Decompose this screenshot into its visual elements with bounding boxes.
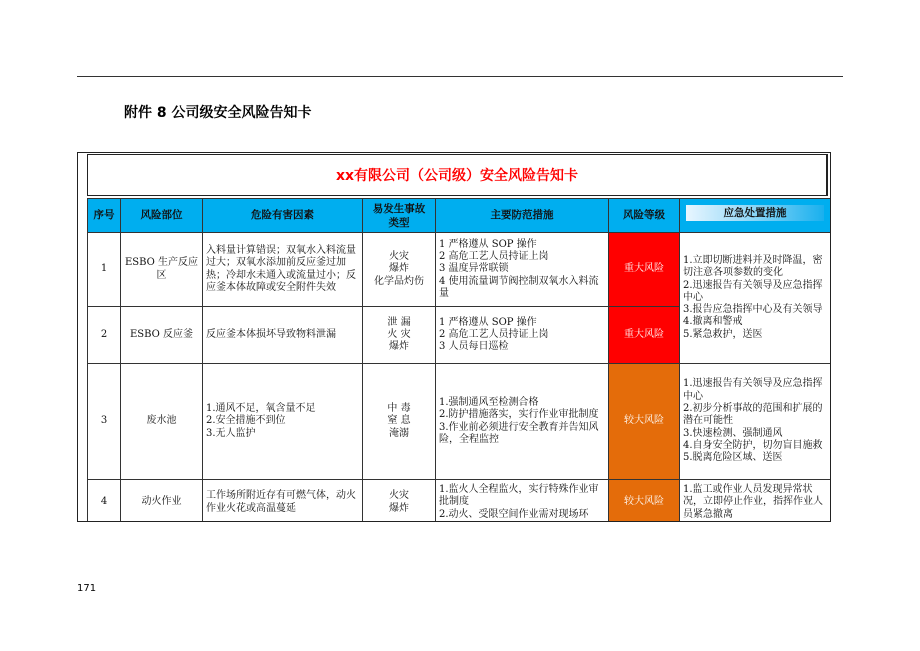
col-level: 风险等级 [609,199,680,233]
col-accident-label: 易发生事故类型 [372,202,426,229]
col-emergency-label: 应急处置措施 [686,205,824,221]
header-row [88,199,831,233]
row-emergency [680,364,831,480]
hazard-line: 3.无人监护 [206,427,256,439]
card-title: xx有限公司（公司级）安全风险告知卡 [87,154,828,196]
attachment-title: 附件 8 公司级安全风险告知卡 [124,105,312,121]
risk-table [87,198,831,522]
row-measures [436,364,609,480]
accident-line: 窒 息 [387,415,411,427]
col-measures: 主要防范措施 [436,199,609,233]
measure-line: 1.监火人全程监火，实行特殊作业审批制度 [439,484,599,508]
emergency-line: 1.迅速报告有关领导及应急指挥中心 [683,378,823,402]
measure-line: 1 严格遵从 SOP 操作 [439,238,537,250]
row-accident [363,480,436,523]
measure-line: 2 高危工艺人员持证上岗 [439,328,549,340]
row-location: ESBO 生产反应区 [121,233,203,307]
emergency-line: 2.初步分析事故的范围和扩展的潜在可能性 [683,403,823,427]
emergency-line: 1.立即切断进料并及时降温，密切注意各项参数的变化 [683,254,823,279]
measure-line: 3 人员每日巡检 [439,341,509,353]
emergency-line: 2.迅速报告有关领导及应急指挥中心 [683,279,823,303]
row-no: 2 [88,307,121,364]
measure-line: 2.防护措施落实，实行作业审批制度 [439,409,599,421]
row-accident [363,307,436,364]
col-no: 序号 [88,199,121,233]
table-row [88,233,831,307]
row-no: 4 [88,480,121,523]
risk-card [77,152,831,522]
row-measures [436,307,609,364]
row-emergency [680,233,831,364]
row-hazards: 入料量计算错误；双氧水入料流量过大；双氧水添加前反应釜过加热；冷却水未通入或流量过小；反应釜本体故障或安全附件失效 [203,233,363,307]
measure-line: 1 严格遵从 SOP 操作 [439,316,537,328]
row-measures [436,233,609,307]
row-no: 1 [88,233,121,307]
accident-line: 爆炸 [389,263,409,275]
top-rule [77,76,843,77]
hazard-line: 2.安全措施不到位 [206,415,286,427]
row-location: 动火作业 [121,480,203,523]
col-accident [363,199,436,233]
row-accident [363,233,436,307]
risk-level-badge: 较大风险 [609,364,680,480]
risk-level-badge: 重大风险 [609,307,680,364]
row-emergency: 1.监工或作业人员发现异常状况，立即停止作业，指挥作业人员紧急撤离 [680,480,831,523]
measure-line: 2 高危工艺人员持证上岗 [439,251,549,263]
accident-line: 中 毒 [387,403,411,415]
emergency-line: 5.紧急救护，送医 [683,328,763,340]
emergency-line: 4.撤离和警戒 [683,316,743,328]
table-row [88,364,831,480]
accident-line: 化学品灼伤 [374,275,424,287]
col-hazards: 危险有害因素 [203,199,363,233]
accident-line: 淹溺 [389,427,409,439]
accident-line: 爆炸 [389,341,409,353]
accident-line: 火 灾 [387,328,411,340]
risk-level-badge: 较大风险 [609,480,680,523]
risk-level-badge: 重大风险 [609,233,680,307]
row-measures [436,480,609,523]
row-accident [363,364,436,480]
measure-line: 3 温度异常联锁 [439,263,509,275]
table-row [88,480,831,523]
row-location: 废水池 [121,364,203,480]
measure-line: 1.强制通风至检测合格 [439,396,539,408]
hazard-line: 1.通风不足，氧含量不足 [206,403,316,415]
accident-line: 爆炸 [389,502,409,514]
page-number: 171 [77,583,97,594]
accident-line: 泄 漏 [387,316,411,328]
emergency-line: 4.自身安全防护，切勿盲目施救 [683,439,823,451]
row-hazards [203,364,363,480]
row-hazards: 反应釜本体损坏导致物料泄漏 [203,307,363,364]
row-location: ESBO 反应釜 [121,307,203,364]
row-no: 3 [88,364,121,480]
measure-line: 3.作业前必须进行安全教育并告知风险，全程监控 [439,421,599,445]
row-hazards: 工作场所附近存有可燃气体，动火作业火花或高温蔓延 [203,480,363,523]
accident-line: 火灾 [389,490,409,502]
emergency-line: 3.快速检测、强制通风 [683,427,783,439]
accident-line: 火灾 [389,251,409,263]
measure-line: 4 使用流量调节阀控制双氧水入料流量 [439,275,599,299]
col-emergency [680,199,831,233]
emergency-line: 5.脱离危险区域、送医 [683,452,783,464]
emergency-line: 3.报告应急指挥中心及有关领导 [683,304,823,316]
measure-line: 2.动火、受限空间作业需对现场环 [439,508,589,520]
col-location: 风险部位 [121,199,203,233]
